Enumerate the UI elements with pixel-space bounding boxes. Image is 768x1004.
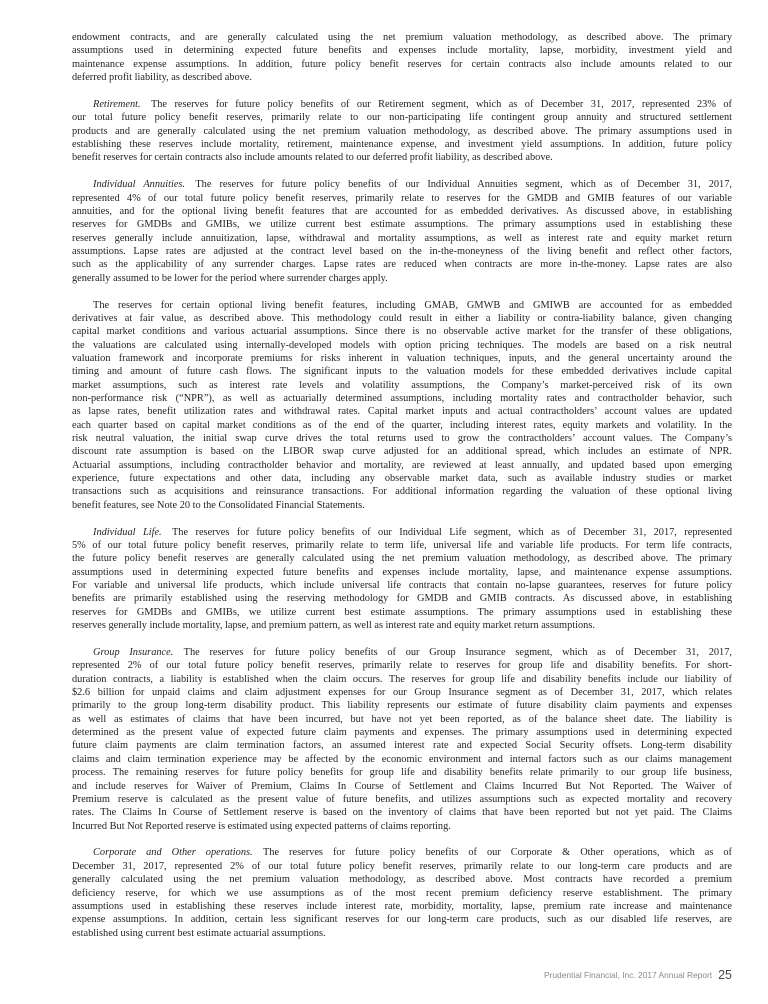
- text-line: [72, 646, 732, 659]
- text-line: [72, 339, 732, 352]
- section-heading: Corporate and Other operations.: [93, 847, 253, 859]
- line-text: and include reserves for Waiver of Premium, Claims In Course of Settlement and Claims Incurred But Not Reported. The Waiver of: [72, 780, 732, 792]
- line-text: risk neutral valuation, the initial swap curve drives the total returns used to grow the contractholders’ account values. The Company’s: [72, 433, 732, 445]
- line-text: annuities, and for the optional living benefit features that are accounted for as embedded derivatives. As discussed above, in establishing: [72, 205, 732, 217]
- section-heading: Group Insurance.: [93, 647, 174, 659]
- line-text: assumptions used in establishing these reserves include interest rate, morbidity, mortality, lapse, premium rate increase and maintenance: [72, 900, 732, 912]
- paragraph-individual-life: [72, 526, 732, 633]
- line-text: The reserves for future policy benefits of our Individual Life segment, which as of December 31, 2017, represented: [171, 526, 732, 538]
- line-text: deficiency reserve, for which we use assumptions as of the most recent premium deficiency reserve establishment. The primary: [72, 887, 732, 899]
- text-line: [72, 312, 732, 325]
- line-text: future claim payments are claim termination factors, an assumed interest rate and expected Social Security offsets. Long-term disability: [72, 740, 732, 752]
- paragraph-corporate-other: [72, 846, 732, 939]
- line-text: deferred profit liability, as described above.: [72, 72, 252, 84]
- line-text: 5% of our total future policy benefit reserves, primarily relate to term life, universal life and variable life products. For term life contracts,: [72, 540, 732, 552]
- text-line: [72, 392, 732, 405]
- paragraph-optional-living-benefits: [72, 299, 732, 513]
- line-text: reserves generally include mortality, lapse, and premium pattern, as well as interest rate and equity market return assumptions.: [72, 620, 595, 632]
- text-line: [72, 98, 732, 111]
- line-text: assumptions used in determining expected future benefits and expenses include mortality, lapse, morbidity, investment yield and: [72, 45, 732, 57]
- text-line: [72, 44, 732, 57]
- line-text: the future policy benefit reserves are generally calculated using the net premium valuation methodology, as described above. The primary: [72, 553, 732, 565]
- text-line: [72, 151, 732, 164]
- line-text: generally calculated using the net premium valuation methodology, as described above. Most contracts have recorded a premium: [72, 874, 732, 886]
- text-line: [72, 192, 732, 205]
- line-text: such as the applicability of any surrender charges. Lapse rates are reduced when contracts are more in-the-money. Lapse rates are also: [72, 259, 732, 271]
- line-text: products and are generally calculated using the net premium valuation methodology, as described above. The primary assumptions used in: [72, 125, 732, 137]
- text-line: [72, 686, 732, 699]
- line-text: established using current best estimate actuarial assumptions.: [72, 927, 326, 939]
- line-text: Incurred But Not Reported reserve is estimated using expected patterns of claims reporting.: [72, 820, 451, 832]
- text-line: [72, 232, 732, 245]
- line-text: The reserves for future policy benefits of our Group Insurance segment, which as of December 31, 2017,: [183, 647, 732, 659]
- line-text: $2.6 billion for unpaid claims and claim adjustment expenses for our Group Insurance segment as of December 31, 2017, which relates: [72, 687, 732, 699]
- text-line: [72, 365, 732, 378]
- line-text: capital market conditions and various actuarial assumptions. Since there is no observable active market for the transfer of these obligations,: [72, 326, 732, 338]
- line-text: timing and amount of future cash flows. The significant inputs to the valuation models for these embedded derivatives include capital: [72, 366, 732, 378]
- line-text: represented 4% of our total future policy benefit reserves, primarily relate to reserves for the GMDB and GMIB features of our variable: [72, 192, 732, 204]
- text-line: [72, 432, 732, 445]
- text-line: [72, 726, 732, 739]
- line-text: benefit reserves for certain contracts also include amounts related to our deferred profit liability, as described above.: [72, 152, 553, 164]
- line-text: duration contracts, a liability is established when the claim occurs. The reserves for group life and disability benefits include our liability of: [72, 673, 732, 685]
- text-line: [72, 499, 732, 512]
- text-line: [72, 619, 732, 632]
- paragraph-continuation: [72, 31, 732, 84]
- line-text: The reserves for certain optional living benefit features, including GMAB, GMWB and GMIWB are accounted for as embedded: [93, 299, 732, 311]
- page-footer: [0, 968, 732, 982]
- text-line: [72, 887, 732, 900]
- text-line: [72, 445, 732, 458]
- text-line: [72, 299, 732, 312]
- line-text: expense assumptions. In addition, certain less significant reserves for our long-term care products, such as our disabled life reserves, are: [72, 914, 732, 926]
- line-text: as lapse rates, benefit utilization rates and withdrawal rates. Capital market inputs and actual contractholders’ account values are updated: [72, 406, 732, 418]
- text-line: [72, 218, 732, 231]
- line-text: process. The remaining reserves for future policy benefits for group life and disability benefits relate primarily to our group life business,: [72, 767, 732, 779]
- text-line: [72, 713, 732, 726]
- line-text: derivatives at fair value, as described above. This methodology could result in either a liability or contra-liability balance, given changing: [72, 312, 732, 324]
- line-text: Actuarial assumptions, including contractholder behavior and mortality, are reviewed at least annually, and updated based upon emerging: [72, 459, 732, 471]
- line-text: December 31, 2017, represented 2% of our total future policy benefit reserves, primarily relate to our long-term care products and are: [72, 860, 732, 872]
- text-line: [72, 820, 732, 833]
- text-line: [72, 272, 732, 285]
- line-text: represented 2% of our total future policy benefit reserves, primarily relate to reserves for group life and disability benefits. For short-: [72, 660, 732, 672]
- text-line: [72, 258, 732, 271]
- document-body: [72, 31, 732, 953]
- text-line: [72, 178, 732, 191]
- line-text: generally assumed to be lower for the period where surrender charges apply.: [72, 272, 388, 284]
- text-line: [72, 673, 732, 686]
- line-text: discount rate assumption is based on the LIBOR swap curve adjusted for an additional spread, which includes an estimate of NPR.: [72, 446, 732, 458]
- text-line: [72, 913, 732, 926]
- text-line: [72, 111, 732, 124]
- line-text: maintenance expense assumptions. In addition, future policy benefit reserves for certain contracts also include amounts related to our: [72, 58, 732, 70]
- line-text: establishing these reserves include mortality, retirement, maintenance expense, and investment yield assumptions. In addition, future policy: [72, 139, 732, 150]
- line-text: reserves generally include annuitization, lapse, withdrawal and mortality assumptions, as well as interest rate and equity market return: [72, 232, 732, 244]
- text-line: [72, 125, 732, 138]
- line-text: reserves for GMDBs and GMIBs, we utilize current best estimate assumptions. The primary assumptions used in establishing these: [72, 219, 732, 231]
- text-line: [72, 592, 732, 605]
- text-line: [72, 31, 732, 44]
- line-text: endowment contracts, and are generally calculated using the net premium valuation methodology, as described above. The primary: [72, 32, 732, 43]
- text-line: [72, 659, 732, 672]
- text-line: [72, 352, 732, 365]
- text-line: [72, 526, 732, 539]
- line-text: reserves for GMDBs and GMIBs, we utilize current best estimate assumptions. The primary assumptions used in establishing these: [72, 606, 732, 618]
- section-heading: Retirement.: [93, 98, 141, 110]
- line-text: benefit features, see Note 20 to the Consolidated Financial Statements.: [72, 499, 365, 511]
- text-line: [72, 552, 732, 565]
- line-text: experience, future expectations and other data, including any observable market data, such as available industry studies or market: [72, 473, 732, 485]
- paragraph-retirement: [72, 98, 732, 165]
- paragraph-group-insurance: [72, 646, 732, 833]
- line-text: rates. The Claims In Course of Settlement reserve is based on the inventory of claims that have been reported but not yet paid. The Claims: [72, 807, 732, 819]
- line-text: non-performance risk (“NPR”), as well as actuarially determined assumptions, including mortality rates and contractholder behavior, such: [72, 393, 732, 405]
- line-text: For variable and universal life products, which include universal life contracts that contain no-lapse guarantees, reserves for future policy: [72, 580, 732, 592]
- text-line: [72, 539, 732, 552]
- line-text: primarily to the group long-term disability product. This liability represents our estimate of future disability claim payments and expenses: [72, 700, 732, 712]
- text-line: [72, 138, 732, 151]
- line-text: claims and claim termination experience may be affected by the economic environment and internal factors such as our claims management: [72, 753, 732, 765]
- text-line: [72, 245, 732, 258]
- text-line: [72, 753, 732, 766]
- text-line: [72, 71, 732, 84]
- line-text: transactions such as acquisitions and reinsurance transactions. For additional information regarding the valuation of these optional living: [72, 486, 732, 498]
- line-text: The reserves for future policy benefits of our Individual Annuities segment, which as of December 31, 2017,: [195, 179, 732, 191]
- line-text: Premium reserve is calculated as the present value of future benefits, and utilizes assumptions such as expected mortality and recovery: [72, 793, 732, 805]
- text-line: [72, 699, 732, 712]
- text-line: [72, 419, 732, 432]
- section-heading: Individual Annuities.: [93, 179, 186, 191]
- text-line: [72, 900, 732, 913]
- text-line: [72, 739, 732, 752]
- text-line: [72, 58, 732, 71]
- text-line: [72, 205, 732, 218]
- text-line: [72, 485, 732, 498]
- text-line: [72, 793, 732, 806]
- section-heading: Individual Life.: [93, 526, 162, 538]
- line-text: the valuations are calculated using internally-developed models with option pricing techniques. The models are based on a risk neutral: [72, 339, 732, 351]
- line-text: as well as estimates of claims that have been incurred, but have not yet been reported, as of the balance sheet date. The liability is: [72, 713, 732, 725]
- text-line: [72, 472, 732, 485]
- text-line: [72, 873, 732, 886]
- text-line: [72, 579, 732, 592]
- paragraph-individual-annuities: [72, 178, 732, 285]
- text-line: [72, 780, 732, 793]
- page-number: 25: [718, 968, 732, 982]
- line-text: benefits are primarily established using the reserving methodology for GMDB and GMIB contracts. As discussed above, in establishing: [72, 593, 732, 605]
- line-text: The reserves for future policy benefits of our Corporate & Other operations, which as of: [262, 847, 732, 859]
- text-line: [72, 459, 732, 472]
- text-line: [72, 766, 732, 779]
- line-text: assumptions. Lapse rates are adjusted at the contract level based on the in-the-moneyness of the living benefit and reflect other factors,: [72, 246, 732, 257]
- line-text: The reserves for future policy benefits of our Retirement segment, which as of December 31, 2017, represented 23% of: [150, 98, 732, 110]
- line-text: our total future policy benefit reserves, primarily relate to our non-participating life contingent group annuity and structured settlement: [72, 112, 732, 124]
- text-line: [72, 927, 732, 940]
- text-line: [72, 325, 732, 338]
- text-line: [72, 860, 732, 873]
- text-line: [72, 846, 732, 859]
- line-text: determined as the present value of expected future claim payments and expenses. The primary assumptions used in determining expected: [72, 727, 732, 739]
- text-line: [72, 806, 732, 819]
- line-text: each quarter based on capital market conditions as of the end of the quarter, including interest rates, equity markets and volatility. In the: [72, 419, 732, 431]
- line-text: assumptions used in determining expected future benefits and expenses include mortality, lapse, and maintenance expense assumptions.: [72, 566, 732, 578]
- text-line: [72, 606, 732, 619]
- report-title: Prudential Financial, Inc. 2017 Annual Report: [544, 970, 713, 980]
- line-text: valuation framework and incorporate premiums for risks inherent in valuation techniques, inputs, and the general uncertainty around the: [72, 353, 732, 364]
- text-line: [72, 379, 732, 392]
- line-text: market assumptions, such as interest rate levels and volatility assumptions, the Company’s market-perceived risk of its own: [72, 379, 732, 391]
- text-line: [72, 566, 732, 579]
- text-line: [72, 405, 732, 418]
